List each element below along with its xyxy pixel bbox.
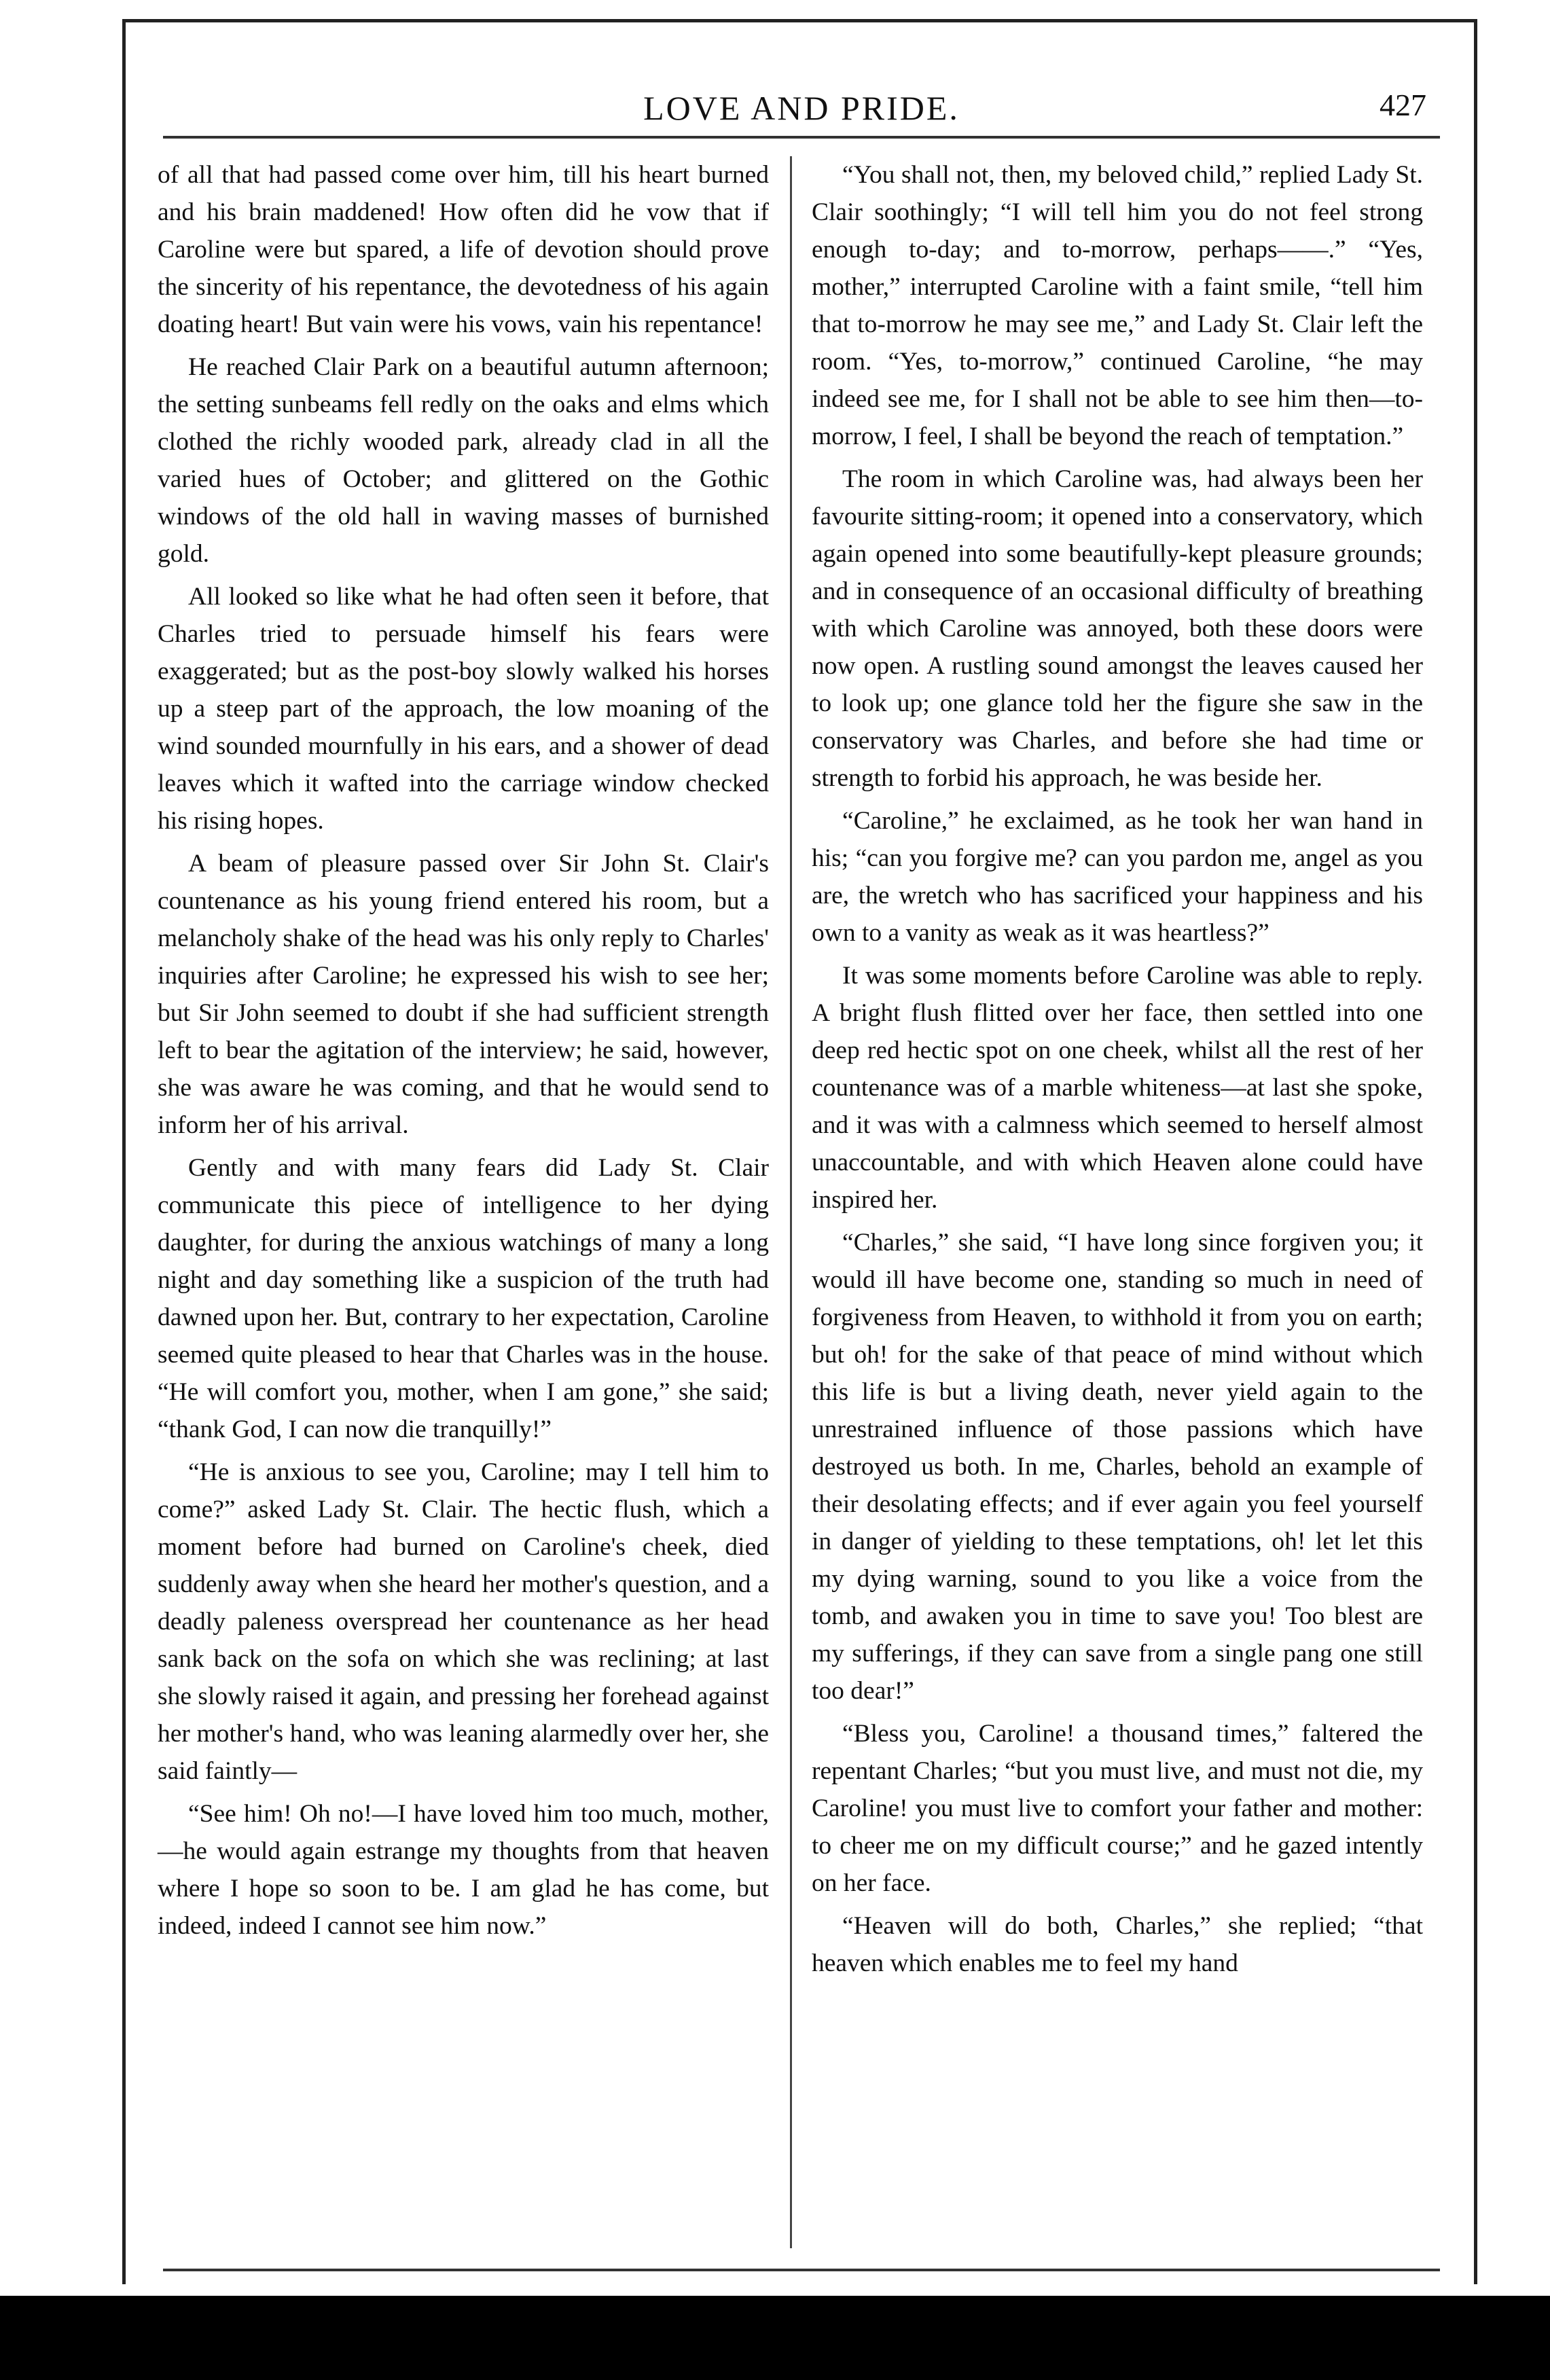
paragraph: “Caroline,” he exclaimed, as he took her wan hand in his; “can you forgive me? can you pardon me, angel as you are, the wretch who has sacrificed your happiness and his own to a vanity as weak as it was heartless?” [812,807,1423,947]
header-rule [163,136,1440,139]
running-title: LOVE AND PRIDE. [643,89,960,127]
scan-edge-shadow [0,2296,1550,2380]
left-column [158,156,769,1945]
column-divider [790,156,792,2248]
paragraph: “You shall not, then, my beloved child,” replied Lady St. Clair soothingly; “I will tell him you do not feel strong enough to-day; and to-morrow, perhaps——.” “Yes, mother,” interrupted Caroline with a faint smile, “tell him that to-morrow he may see me,” and Lady St. Clair left the room. “Yes, to-morrow,” continued Caroline, “he may indeed see me, for I shall not be able to see him then—to-morrow, I feel, I shall be beyond the reach of temptation.” [812,161,1423,450]
paragraph: All looked so like what he had often seen it before, that Charles tried to persuade himself his fears were exaggerated; but as the post-boy slowly walked his horses up a steep part of the approach, the low moaning of the wind sounded mournfully in his ears, and a shower of dead leaves which it wafted into the carriage window checked his rising hopes. [158,583,769,835]
page-header [163,82,1440,136]
paragraph: “See him! Oh no!—I have loved him too much, mother,—he would again estrange my thoughts from that heaven where I hope so soon to be. I am glad he has come, but indeed, indeed I cannot see him now.” [158,1800,769,1940]
paragraph: “He is anxious to see you, Caroline; may I tell him to come?” asked Lady St. Clair. The hectic flush, which a moment before had burned on Caroline's cheek, died suddenly away when she heard her mother's question, and a deadly paleness overspread her countenance as her head sank back on the sofa on which she was reclining; at last she slowly raised it again, and pressing her forehead against her mother's hand, who was leaning alarmedly over her, she said faintly— [158,1458,769,1785]
paragraph: “Bless you, Caroline! a thousand times,” faltered the repentant Charles; “but you must live, and must not die, my Caroline! you must live to comfort your father and mother: to cheer me on my difficult course;” and he gazed intently on her face. [812,1720,1423,1897]
page-number: 427 [1380,88,1426,122]
paragraph: It was some moments before Caroline was able to reply. A bright flush flitted over her face, then settled into one deep red hectic spot on one cheek, whilst all the rest of her countenance was of a marble whiteness—at last she spoke, and it was with a calmness which seemed to herself almost unaccountable, and with which Heaven alone could have inspired her. [812,962,1423,1214]
paragraph: The room in which Caroline was, had always been her favourite sitting-room; it opened into a conservatory, which again opened into some beautifully-kept pleasure grounds; and in consequence of an occasional difficulty of breathing with which Caroline was annoyed, both these doors were now open. A rustling sound amongst the leaves caused her to look up; one glance told her the figure she saw in the conservatory was Charles, and before she had time or strength to forbid his approach, he was beside her. [812,465,1423,792]
right-column [812,156,1423,1982]
footer-rule [163,2269,1440,2271]
paragraph: of all that had passed come over him, till his heart burned and his brain maddened! How often did he vow that if Caroline were but spared, a life of devotion should prove the sincerity of his repentance, the devotedness of his again doating heart! But vain were his vows, vain his repentance! [158,161,769,338]
paragraph: “Heaven will do both, Charles,” she replied; “that heaven which enables me to feel my hand [812,1912,1423,1977]
paragraph: He reached Clair Park on a beautiful autumn afternoon; the setting sunbeams fell redly on the oaks and elms which clothed the richly wooded park, already clad in all the varied hues of October; and glittered on the Gothic windows of the old hall in waving masses of burnished gold. [158,353,769,568]
paragraph: Gently and with many fears did Lady St. Clair communicate this piece of intelligence to her dying daughter, for during the anxious watchings of many a long night and day something like a suspicion of the truth had dawned upon her. But, contrary to her expectation, Caroline seemed quite pleased to hear that Charles was in the house. “He will comfort you, mother, when I am gone,” she said; “thank God, I can now die tranquilly!” [158,1154,769,1443]
paragraph: A beam of pleasure passed over Sir John St. Clair's countenance as his young friend entered his room, but a melancholy shake of the head was his only reply to Charles' inquiries after Caroline; he expressed his wish to see her; but Sir John seemed to doubt if she had sufficient strength left to bear the agitation of the interview; he said, however, she was aware he was coming, and that he would send to inform her of his arrival. [158,850,769,1139]
paragraph: “Charles,” she said, “I have long since forgiven you; it would ill have become one, standing so much in need of forgiveness from Heaven, to withhold it from you on earth; but oh! for the sake of that peace of mind without which this life is but a living death, never yield again to the unrestrained influence of those passions which have destroyed us both. In me, Charles, behold an example of their desolating effects; and if ever again you feel yourself in danger of yielding to these temptations, oh! let let this my dying warning, sound to you like a voice from the tomb, and awaken you in time to save you! Too blest are my sufferings, if they can save from a single pang one still too dear!” [812,1229,1423,1705]
